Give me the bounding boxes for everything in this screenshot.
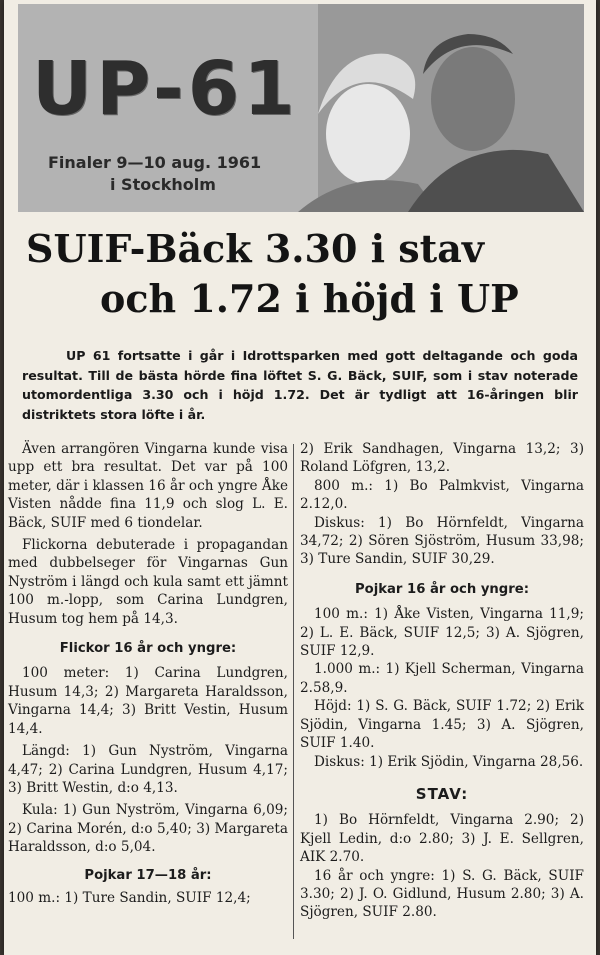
- section-heading-boys-17-18: Pojkar 17—18 år:: [84, 867, 212, 883]
- result-pole-vault: 1) Bo Hörnfeldt, Vingarna 2.90; 2) Kjell Ledin, d:o 2.80; 3) J. E. Sellgren, AIK 2.70.: [300, 812, 584, 866]
- result-boys16-discus: Diskus: 1) Erik Sjödin, Vingarna 28,56.: [314, 753, 584, 770]
- result-pole-vault-16: 16 år och yngre: 1) S. G. Bäck, SUIF 3.30; 2) J. O. Gidlund, Husum 2.80; 3) A. Sjögren, SUIF 2.80.: [300, 867, 584, 921]
- newspaper-clipping: [4, 0, 596, 955]
- result-boys16-high-jump: Höjd: 1) S. G. Bäck, SUIF 1.72; 2) Erik Sjödin, Vingarna 1.45; 3) A. Sjögren, SUIF 1.40.: [300, 698, 584, 752]
- result-boys-17-18-100m-cont: 2) Erik Sandhagen, Vingarna 13,2; 3) Roland Löfgren, 13,2.: [300, 441, 584, 476]
- left-paragraph-2: Flickorna debuterade i propagandan med dubbelseger för Vingarnas Gun Nyström i längd och kula samt ett jämnt 100 m.-lopp, som Carina Lundgren, Husum tog hem på 14,3.: [8, 537, 288, 627]
- left-column: [8, 440, 288, 907]
- banner-place: i Stockholm: [110, 175, 216, 194]
- left-paragraph-1: Även arrangören Vingarna kunde visa upp ett bra resultat. Det var på 100 meter, där i klassen 16 år och yngre Åke Visten nådde fina 11,9 och slog L. E. Bäck, SUIF med 6 tiondelar.: [8, 441, 288, 531]
- result-girls-100m: 100 meter: 1) Carina Lundgren, Husum 14,3; 2) Margareta Haraldsson, Vingarna 14,4; 3) Britt Vestin, Husum 14,4.: [8, 665, 288, 737]
- headline-line-1: SUIF-Bäck 3.30 i stav: [26, 226, 484, 271]
- column-divider: [293, 444, 294, 939]
- banner-subtitle: [48, 152, 261, 196]
- result-boys-800m: 800 m.: 1) Bo Palmkvist, Vingarna 2.12,0.: [300, 477, 584, 513]
- result-girls-long-jump: Längd: 1) Gun Nyström, Vingarna 4,47; 2) Carina Lundgren, Husum 4,17; 3) Britt Westin, d:o 4,13.: [8, 743, 288, 796]
- section-heading-girls: Flickor 16 år och yngre:: [59, 641, 237, 657]
- result-boys-discus: Diskus: 1) Bo Hörnfeldt, Vingarna 34,72; 2) Sören Sjöström, Husum 33,98; 3) Ture Sandin, SUIF 30,29.: [300, 514, 584, 568]
- result-boys16-1000m: 1.000 m.: 1) Kjell Scherman, Vingarna 2.58,9.: [300, 661, 584, 696]
- result-girls-shot-put: Kula: 1) Gun Nyström, Vingarna 6,09; 2) Carina Morén, d:o 5,40; 3) Margareta Haraldsson, d:o 5,04.: [8, 802, 288, 856]
- boy-face: [431, 47, 515, 151]
- article-headline: [26, 224, 586, 324]
- section-heading-boys-16: Pojkar 16 år och yngre:: [355, 581, 529, 597]
- girl-face: [326, 84, 410, 184]
- banner-title: UP-61: [32, 46, 299, 132]
- result-boys16-100m: 100 m.: 1) Åke Visten, Vingarna 11,9; 2) L. E. Bäck, SUIF 12,5; 3) A. Sjögren, SUIF 12,9.: [300, 606, 584, 660]
- banner-photo: [18, 4, 584, 212]
- banner-dates: Finaler 9—10 aug. 1961: [48, 153, 262, 172]
- article-lead: UP 61 fortsatte i går i Idrottsparken med gott deltagande och goda resultat. Till de bästa hörde fina löftet S. G. Bäck, SUIF, som i stav noterade utomordentliga 3.30 och i höjd 1.72. Det är tydligt att 16-åringen blir distriktets stora löfte i år.: [22, 348, 578, 422]
- result-boys-17-18-100m: 100 m.: 1) Ture Sandin, SUIF 12,4;: [8, 889, 251, 906]
- right-column: [300, 440, 584, 922]
- section-heading-pole-vault: STAV:: [415, 784, 469, 803]
- headline-line-2: och 1.72 i höjd i UP: [100, 276, 519, 321]
